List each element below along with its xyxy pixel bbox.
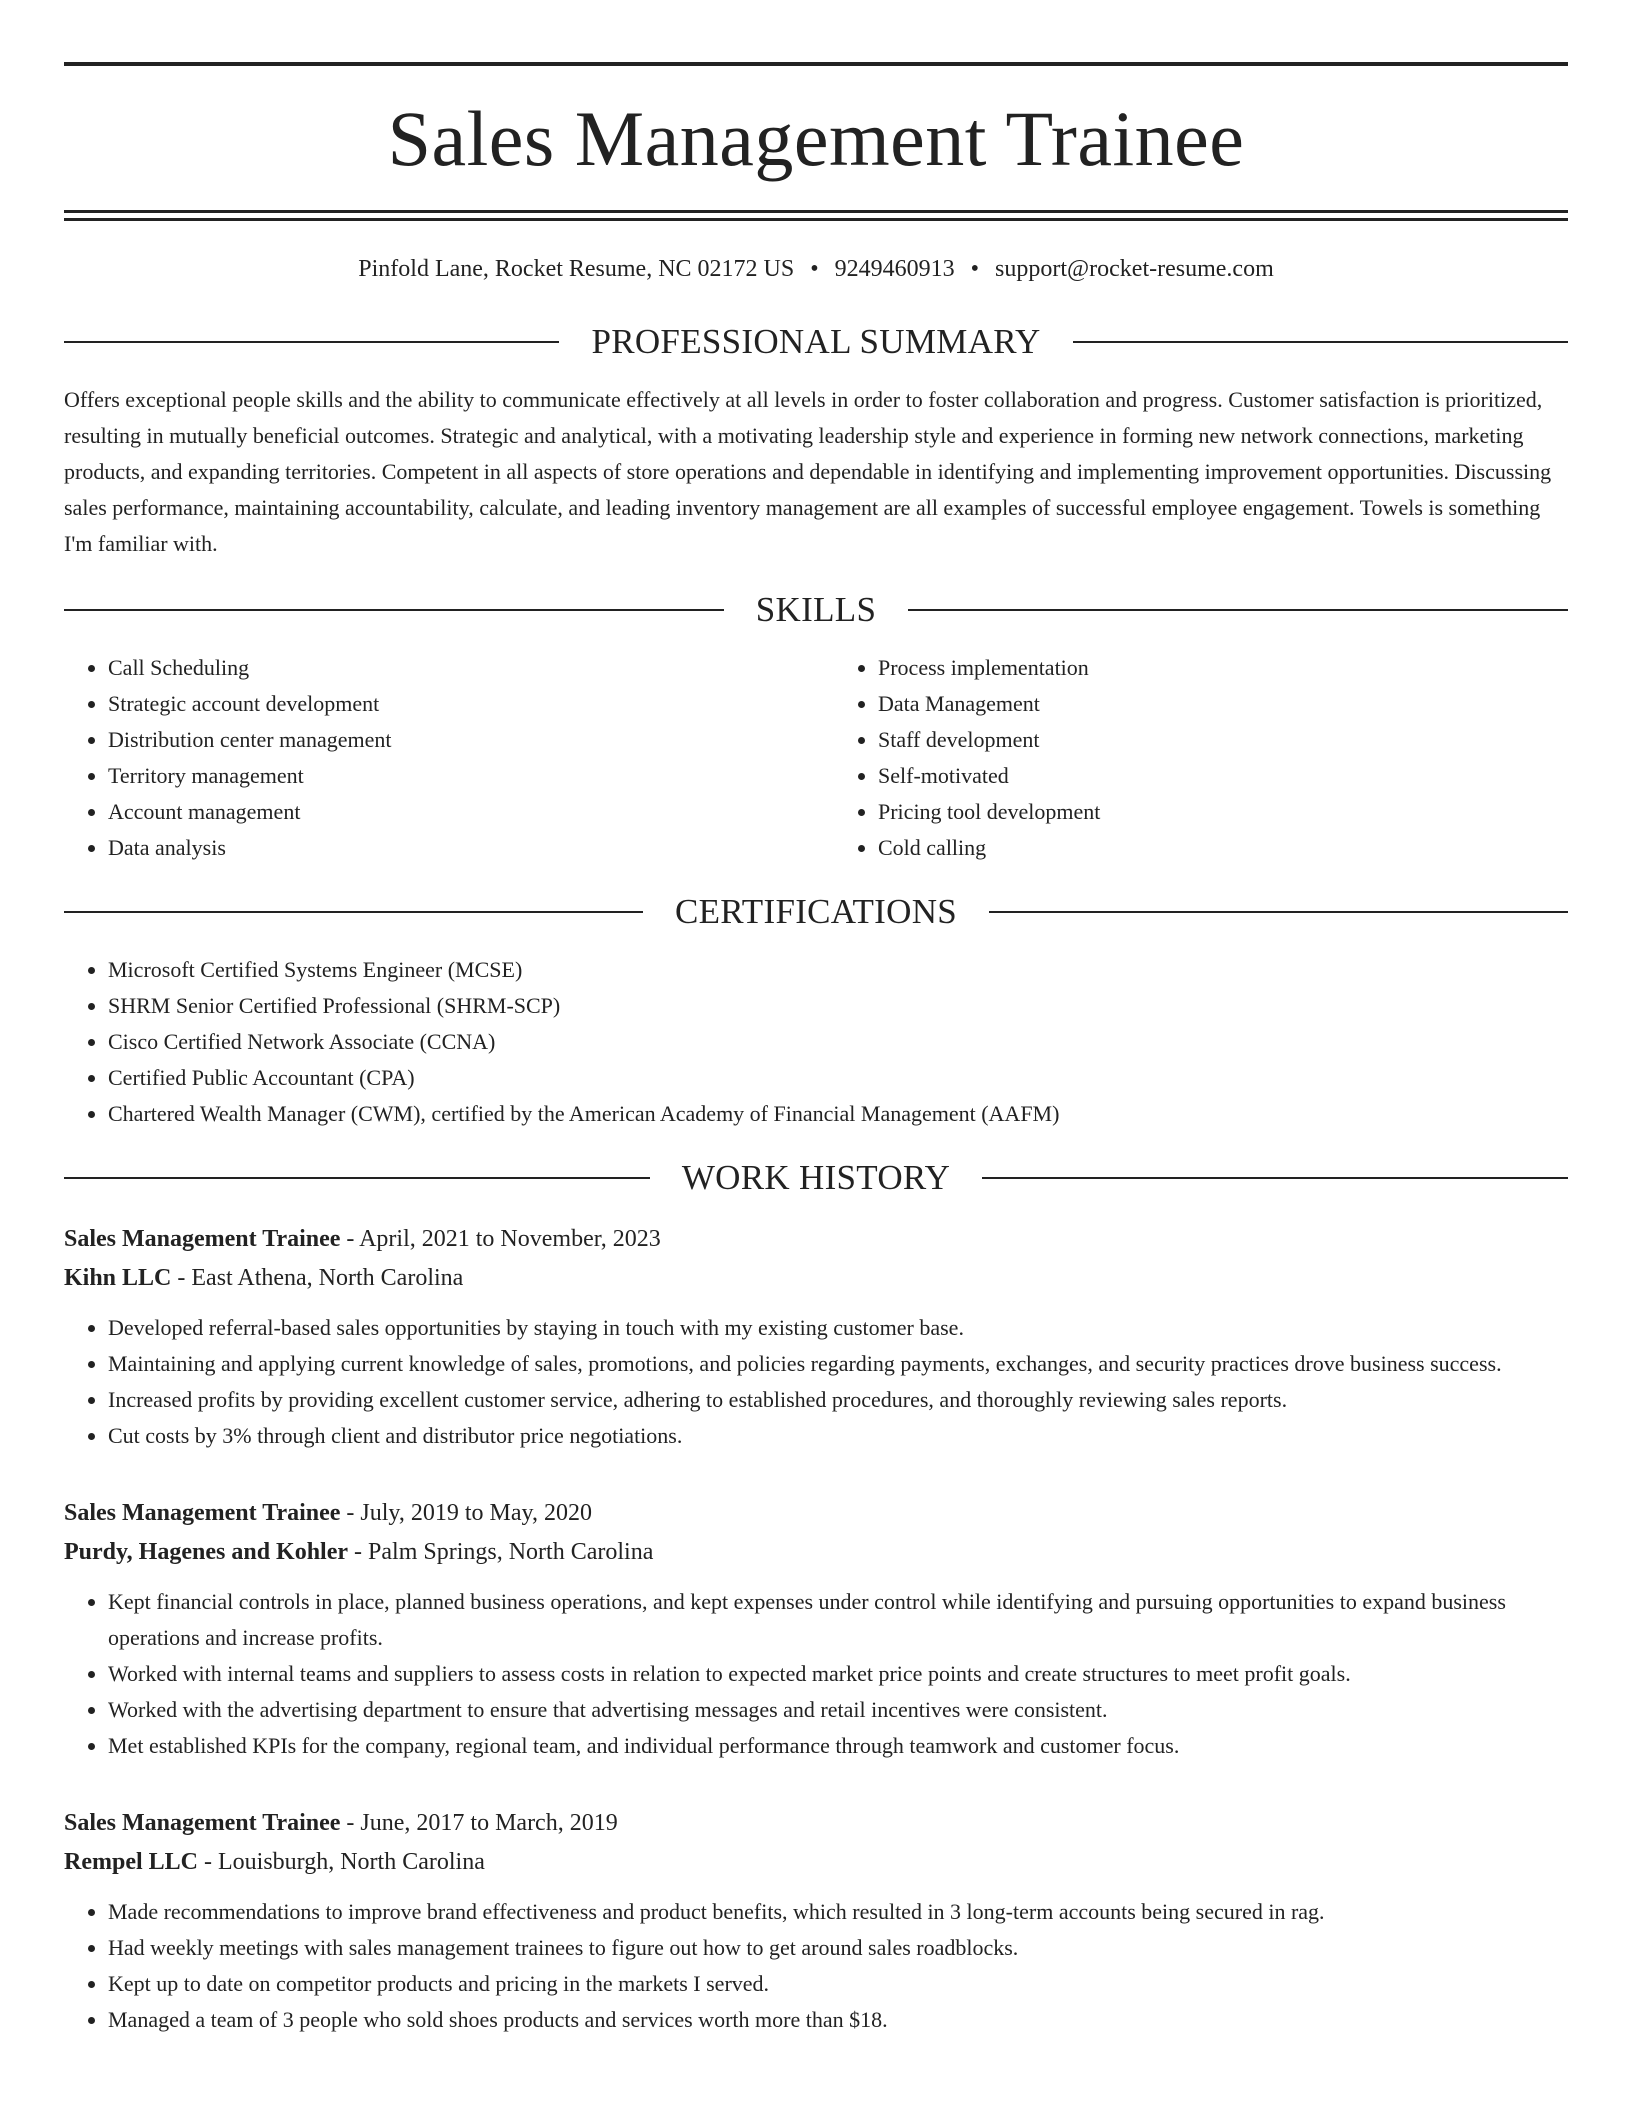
section-rule: [989, 911, 1568, 913]
contact-email: support@rocket-resume.com: [995, 256, 1274, 282]
job-dates: - April, 2021 to November, 2023: [340, 1225, 661, 1252]
job-bullet: • Cut costs by 3% through client and distributor price negotiations.: [108, 1418, 1568, 1454]
job-bullet: • Worked with internal teams and suppliers to assess costs in relation to expected market price points and create structures to meet profit goals.: [108, 1656, 1568, 1692]
job-title-line: [64, 1220, 1568, 1259]
contact-phone: 9249460913: [834, 256, 955, 282]
section-title: CERTIFICATIONS: [674, 892, 958, 932]
section-title: WORK HISTORY: [681, 1158, 951, 1198]
skill-item: • Strategic account development: [108, 686, 816, 722]
skill-item: • Process implementation: [878, 650, 1568, 686]
skill-item: • Distribution center management: [108, 722, 816, 758]
section-rule: [64, 609, 724, 611]
job-location: - East Athena, North Carolina: [171, 1264, 464, 1291]
section-header-summary: [64, 322, 1568, 362]
job-bullet: • Developed referral-based sales opportunities by staying in touch with my existing customer base.: [108, 1310, 1568, 1346]
section-rule: [1073, 341, 1568, 343]
section-header-skills: [64, 590, 1568, 630]
skill-item: • Account management: [108, 794, 816, 830]
job-company-line: [64, 1259, 1568, 1298]
skill-item: • Territory management: [108, 758, 816, 794]
summary-text: Offers exceptional people skills and the ability to communicate effectively at all levels in order to foster collaboration and progress. Customer satisfaction is prioritized, resulting in mutually beneficial outcomes. Strategic and analytical, with a motivating leadership style and experience in forming new network connections, marketing products, and expanding territories. Competent in all aspects of store operations and dependable in identifying and implementing improvement opportunities. Discussing sales performance, maintaining accountability, calculate, and leading inventory management are all examples of successful employee engagement. Towels is something I'm familiar with.: [64, 386, 1552, 556]
job-bullet: • Had weekly meetings with sales management trainees to figure out how to get around sales roadblocks.: [108, 1930, 1568, 1966]
certification-item: • Cisco Certified Network Associate (CCNA): [108, 1024, 1568, 1060]
contact-address: Pinfold Lane, Rocket Resume, NC 02172 US: [358, 256, 795, 282]
job-title-line: [64, 1494, 1568, 1533]
job-entry: [64, 1804, 1568, 2038]
section-rule: [64, 341, 559, 343]
skills-column-left: [64, 650, 816, 866]
section-header-work-history: [64, 1158, 1568, 1198]
job-bullet: • Increased profits by providing excellent customer service, adhering to established procedures, and thoroughly reviewing sales reports.: [108, 1382, 1568, 1418]
job-bullet: • Made recommendations to improve brand effectiveness and product benefits, which resulted in 3 long-term accounts being secured in rag.: [108, 1894, 1568, 1930]
job-bullets: [64, 1584, 1568, 1764]
certification-item: • Chartered Wealth Manager (CWM), certified by the American Academy of Financial Management (AAFM): [108, 1096, 1568, 1132]
job-bullet: • Kept up to date on competitor products and pricing in the markets I served.: [108, 1966, 1568, 2002]
section-title: PROFESSIONAL SUMMARY: [591, 322, 1041, 362]
job-company-line: [64, 1843, 1568, 1882]
section-rule: [64, 911, 643, 913]
job-location: - Palm Springs, North Carolina: [348, 1538, 654, 1565]
skill-item: • Data Management: [878, 686, 1568, 722]
job-location: - Louisburgh, North Carolina: [198, 1848, 485, 1875]
job-bullet: • Kept financial controls in place, planned business operations, and kept expenses under control while identifying and pursuing opportunities to expand business operations and increase profits.: [108, 1584, 1568, 1656]
section-rule: [982, 1177, 1568, 1179]
job-dates: - June, 2017 to March, 2019: [340, 1809, 618, 1836]
job-title: Sales Management Trainee: [64, 1809, 341, 1836]
skills-list-left: [64, 650, 816, 866]
skills-list-right: [816, 650, 1568, 866]
skills-grid: [64, 650, 1568, 866]
skill-item: • Staff development: [878, 722, 1568, 758]
skills-column-right: [816, 650, 1568, 866]
skill-item: • Data analysis: [108, 830, 816, 866]
certifications-block: [64, 952, 1568, 1132]
certification-item: • SHRM Senior Certified Professional (SHRM-SCP): [108, 988, 1568, 1024]
skill-item: • Self-motivated: [878, 758, 1568, 794]
section-rule: [908, 609, 1568, 611]
job-entry: [64, 1220, 1568, 1454]
title-double-rule: [64, 210, 1568, 221]
certifications-list: [64, 952, 1568, 1132]
certification-item: • Certified Public Accountant (CPA): [108, 1060, 1568, 1096]
job-title-line: [64, 1804, 1568, 1843]
skill-item: • Call Scheduling: [108, 650, 816, 686]
job-company: Purdy, Hagenes and Kohler: [64, 1538, 349, 1565]
contact-separator: •: [970, 256, 980, 282]
job-bullets: [64, 1310, 1568, 1454]
job-title: Sales Management Trainee: [64, 1499, 341, 1526]
section-header-certifications: [64, 892, 1568, 932]
job-company: Rempel LLC: [64, 1848, 198, 1875]
job-bullet: • Managed a team of 3 people who sold shoes products and services worth more than $18.: [108, 2002, 1568, 2038]
contact-separator: •: [810, 256, 819, 282]
job-company: Kihn LLC: [64, 1264, 172, 1291]
job-company-line: [64, 1533, 1568, 1572]
section-title: SKILLS: [755, 590, 877, 630]
resume-title: Sales Management Trainee: [387, 95, 1245, 182]
top-rule: [64, 62, 1568, 66]
job-dates: - July, 2019 to May, 2020: [340, 1499, 592, 1526]
certification-item: • Microsoft Certified Systems Engineer (MCSE): [108, 952, 1568, 988]
skill-item: • Cold calling: [878, 830, 1568, 866]
job-bullet: • Met established KPIs for the company, regional team, and individual performance through teamwork and customer focus.: [108, 1728, 1568, 1764]
job-entry: [64, 1494, 1568, 1764]
contact-line: [64, 255, 1568, 284]
section-rule: [64, 1177, 650, 1179]
job-title: Sales Management Trainee: [64, 1225, 341, 1252]
skill-item: • Pricing tool development: [878, 794, 1568, 830]
job-bullet: • Worked with the advertising department to ensure that advertising messages and retail incentives were consistent.: [108, 1692, 1568, 1728]
job-bullets: [64, 1894, 1568, 2038]
job-bullet: • Maintaining and applying current knowledge of sales, promotions, and policies regarding payments, exchanges, and security practices drove business success.: [108, 1346, 1568, 1382]
work-history-list: [64, 1220, 1568, 2038]
